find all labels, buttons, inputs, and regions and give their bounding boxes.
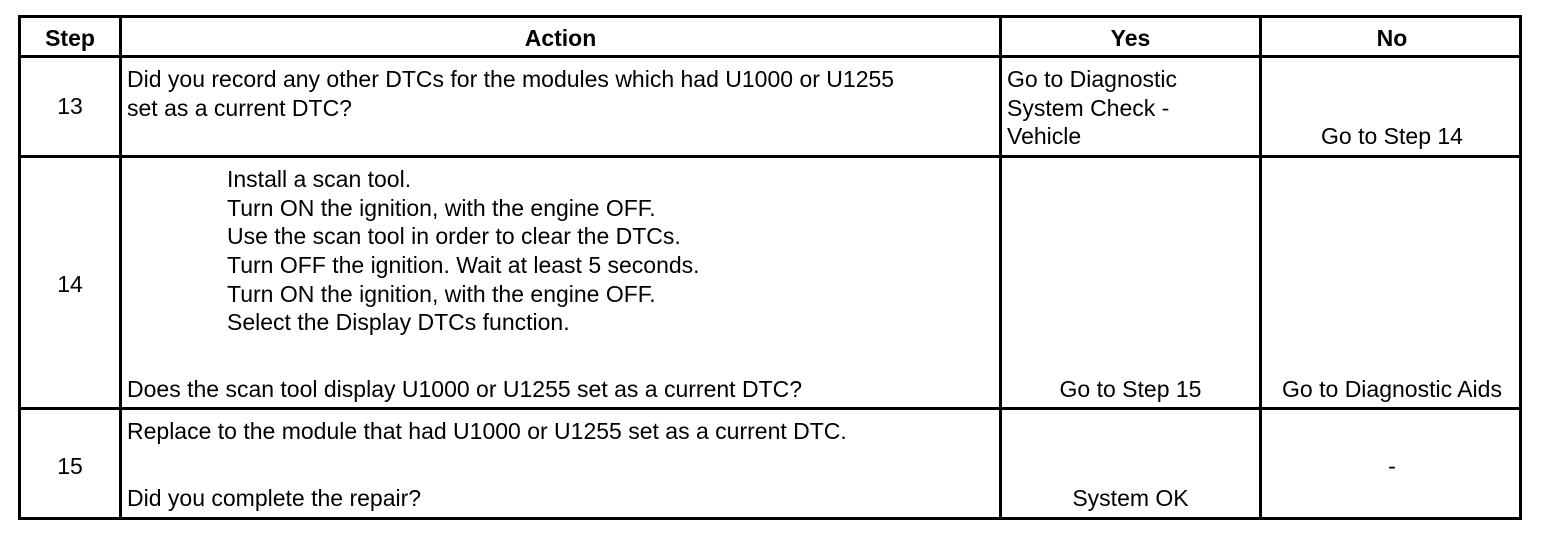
row-divider xyxy=(21,155,1519,158)
yes-text: Go to Diagnostic xyxy=(1007,66,1178,92)
row-divider xyxy=(21,407,1519,410)
action-text: set as a current DTC? xyxy=(127,95,352,121)
action-step: Install a scan tool. xyxy=(227,166,412,192)
action-text: Replace to the module that had U1000 or U1255 set as a current DTC. xyxy=(127,418,847,444)
step-number: 14 xyxy=(57,271,83,297)
action-step: Turn ON the ignition, with the engine OFF. xyxy=(227,281,656,307)
action-step: Select the Display DTCs function. xyxy=(227,309,570,335)
column-divider xyxy=(1259,18,1262,517)
column-divider xyxy=(119,18,122,517)
no-text: Go to Step 14 xyxy=(1321,123,1463,149)
header-action: Action xyxy=(524,25,597,51)
diagnostic-table xyxy=(18,15,1522,520)
action-text: Did you record any other DTCs for the modules which had U1000 or U1255 xyxy=(127,66,895,92)
header-step: Step xyxy=(45,25,95,51)
step-number: 15 xyxy=(57,453,83,479)
yes-text: Vehicle xyxy=(1007,123,1082,149)
column-divider xyxy=(999,18,1002,517)
yes-text: System Check - xyxy=(1007,95,1170,121)
step-number: 13 xyxy=(57,93,83,119)
no-text: Go to Diagnostic Aids xyxy=(1282,376,1502,402)
action-step: Turn OFF the ignition. Wait at least 5 seconds. xyxy=(227,252,700,278)
header-no: No xyxy=(1376,25,1408,51)
no-text: - xyxy=(1388,453,1396,479)
action-question: Did you complete the repair? xyxy=(127,485,422,511)
header-yes: Yes xyxy=(1110,25,1151,51)
yes-text: System OK xyxy=(1072,485,1189,511)
action-step: Use the scan tool in order to clear the DTCs. xyxy=(227,223,681,249)
action-step: Turn ON the ignition, with the engine OFF. xyxy=(227,195,656,221)
yes-text: Go to Step 15 xyxy=(1059,376,1202,402)
action-question: Does the scan tool display U1000 or U1255 set as a current DTC? xyxy=(127,376,803,402)
row-divider xyxy=(21,55,1519,58)
